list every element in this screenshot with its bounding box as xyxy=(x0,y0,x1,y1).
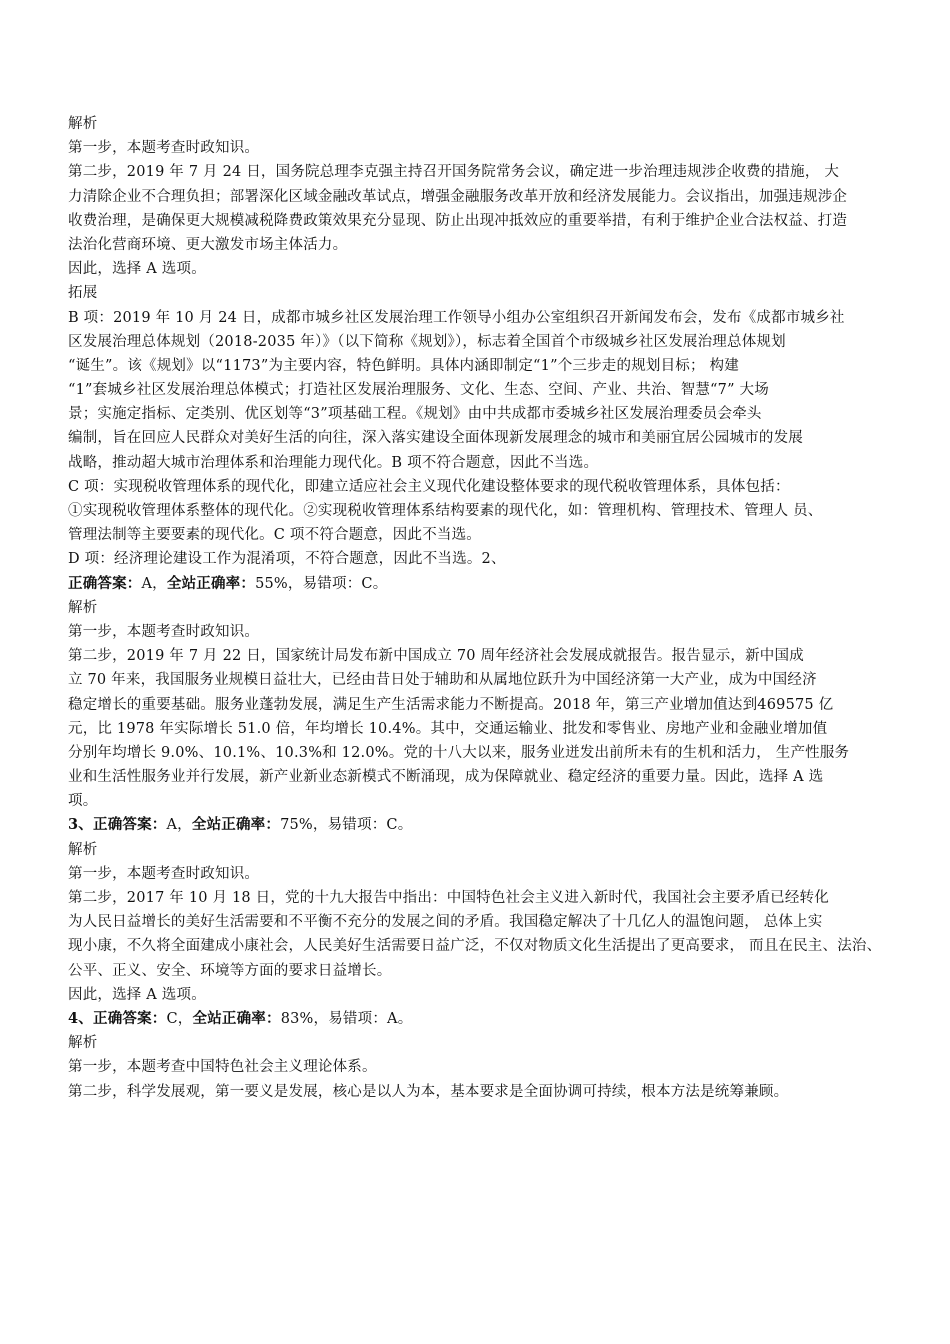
rate-value: 55%，易错项：C。 xyxy=(255,575,388,592)
step-two-line: 为人民日益增长的美好生活需要和不平衡不充分的发展之间的矛盾。我国稳定解决了十几亿人的温饱问题， 总体上实 xyxy=(68,914,823,931)
step-two-line: 第二步，科学发展观，第一要义是发展，核心是以人为本，基本要求是全面协调可持续，根本方法是统筹兼顾。 xyxy=(68,1083,789,1100)
analysis-heading: 解析 xyxy=(68,116,98,132)
conclusion: 因此，选择 A 选项。 xyxy=(68,986,206,1003)
step-two-line: 法治化营商环境、更大激发市场主体活力。 xyxy=(68,236,348,253)
answer-value: A， xyxy=(166,817,192,834)
step-one: 第一步，本题考查中国特色社会主义理论体系。 xyxy=(68,1059,377,1076)
step-two-line: 公平、正义、安全、环境等方面的要求日益增长。 xyxy=(68,962,392,979)
step-two-line: 第二步，2019 年 7 月 22 日，国家统计局发布新中国成立 70 周年经济社会发展成就报告。报告显示，新中国成 xyxy=(68,648,804,665)
step-one: 第一步，本题考查时政知识。 xyxy=(68,623,260,640)
option-d-line: D 项：经济理论建设工作为混淆项，不符合题意，因此不当选。2、 xyxy=(68,551,506,568)
option-b-line: 战略，推动超大城市治理体系和治理能力现代化。B 项不符合题意，因此不当选。 xyxy=(68,454,599,471)
step-two-line: 元，比 1978 年实际增长 51.0 倍，年均增长 10.4%。其中，交通运输业、批发和零售业、房地产业和金融业增加值 xyxy=(68,720,828,737)
step-two-line: 力清除企业不合理负担；部署深化区域金融改革试点，增强金融服务改革开放和经济发展能力。会议指出，加强违规涉企 xyxy=(68,188,848,205)
answer-label: 正确答案： xyxy=(68,574,142,592)
answer-label: 3、正确答案： xyxy=(68,816,167,834)
option-c-line: 管理法制等主要要素的现代化。C 项不符合题意，因此不当选。 xyxy=(68,527,482,544)
step-one: 第一步，本题考查时政知识。 xyxy=(68,140,260,157)
step-two-line: 分别年均增长 9.0%、10.1%、10.3%和 12.0%。党的十八大以来，服务业迸发出前所未有的生机和活力， 生产性服务 xyxy=(68,744,850,761)
analysis-heading: 解析 xyxy=(68,1035,98,1052)
step-two-line: 现小康，不久将全面建成小康社会，人民美好生活需要日益广泛，不仅对物质文化生活提出了更高要求， 而且在民主、法治、 xyxy=(68,938,882,955)
document-body xyxy=(68,112,896,1104)
conclusion: 因此，选择 A 选项。 xyxy=(68,261,206,278)
step-two-line: 业和生活性服务业并行发展，新产业新业态新模式不断涌现，成为保障就业、稳定经济的重要力量。因此，选择 A 选 xyxy=(68,769,824,786)
step-two-line: 收费治理，是确保更大规模减税降费政策效果充分显现、防止出现冲抵效应的重要举措，有利于维护企业合法权益、打造 xyxy=(68,212,848,229)
answer-value: A， xyxy=(141,575,167,592)
answer-label: 4、正确答案： xyxy=(68,1009,167,1027)
option-b-line: B 项：2019 年 10 月 24 日，成都市城乡社区发展治理工作领导小组办公室组织召开新闻发布会，发布《成都市城乡社 xyxy=(68,309,845,326)
rate-label: 全站正确率： xyxy=(191,816,281,834)
rate-value: 83%，易错项：A。 xyxy=(280,1010,413,1027)
option-b-line: “1”套城乡社区发展治理总体模式；打造社区发展治理服务、文化、生态、空间、产业、共治、智慧“7” 大场 xyxy=(68,382,769,399)
answer-line xyxy=(68,813,896,837)
option-c-line: ①实现税收管理体系整体的现代化。②实现税收管理体系结构要素的现代化，如：管理机构、管理技术、管理人 员、 xyxy=(68,503,823,519)
step-two-line: 第二步，2017 年 10 月 18 日，党的十九大报告中指出：中国特色社会主义进入新时代，我国社会主要矛盾已经转化 xyxy=(68,890,829,906)
analysis-heading: 解析 xyxy=(68,599,98,616)
step-two-line: 稳定增长的重要基础。服务业蓬勃发展，满足生产生活需求能力不断提高。2018 年，第三产业增加值达到469575 亿 xyxy=(68,696,834,713)
step-two-line: 立 70 年来，我国服务业规模日益壮大，已经由昔日处于辅助和从属地位跃升为中国经济第一大产业，成为中国经济 xyxy=(68,672,817,689)
analysis-heading: 解析 xyxy=(68,841,98,858)
step-two-line: 项。 xyxy=(68,793,98,810)
rate-label: 全站正确率： xyxy=(166,574,256,592)
option-b-line: 编制，旨在回应人民群众对美好生活的向往，深入落实建设全面体现新发展理念的城市和美丽宜居公园城市的发展 xyxy=(68,430,803,447)
option-b-line: 景；实施定指标、定类别、优区划等“3”项基础工程。《规划》由中共成都市委城乡社区发展治理委员会牵头 xyxy=(68,406,762,423)
option-b-line: 区发展治理总体规划（2018-2035 年）》（以下简称《规划》），标志着全国首个市级城乡社区发展治理总体规划 xyxy=(68,333,786,350)
rate-value: 75%，易错项：C。 xyxy=(280,817,413,834)
extension-heading: 拓展 xyxy=(68,285,98,302)
answer-line xyxy=(68,1007,896,1031)
option-c-line: C 项：实现税收管理体系的现代化，即建立适应社会主义现代化建设整体要求的现代税收管理体系，具体包括： xyxy=(68,478,790,495)
step-one: 第一步，本题考查时政知识。 xyxy=(68,865,260,882)
answer-value: C， xyxy=(166,1010,193,1027)
rate-label: 全站正确率： xyxy=(192,1009,281,1027)
option-b-line: “诞生”。该《规划》以“1173”为主要内容，特色鲜明。具体内涵即制定“1”个三步走的规划目标； 构建 xyxy=(68,357,739,374)
answer-line xyxy=(68,572,896,596)
step-two-line: 第二步，2019 年 7 月 24 日，国务院总理李克强主持召开国务院常务会议，确定进一步治理违规涉企收费的措施， 大 xyxy=(68,164,840,181)
